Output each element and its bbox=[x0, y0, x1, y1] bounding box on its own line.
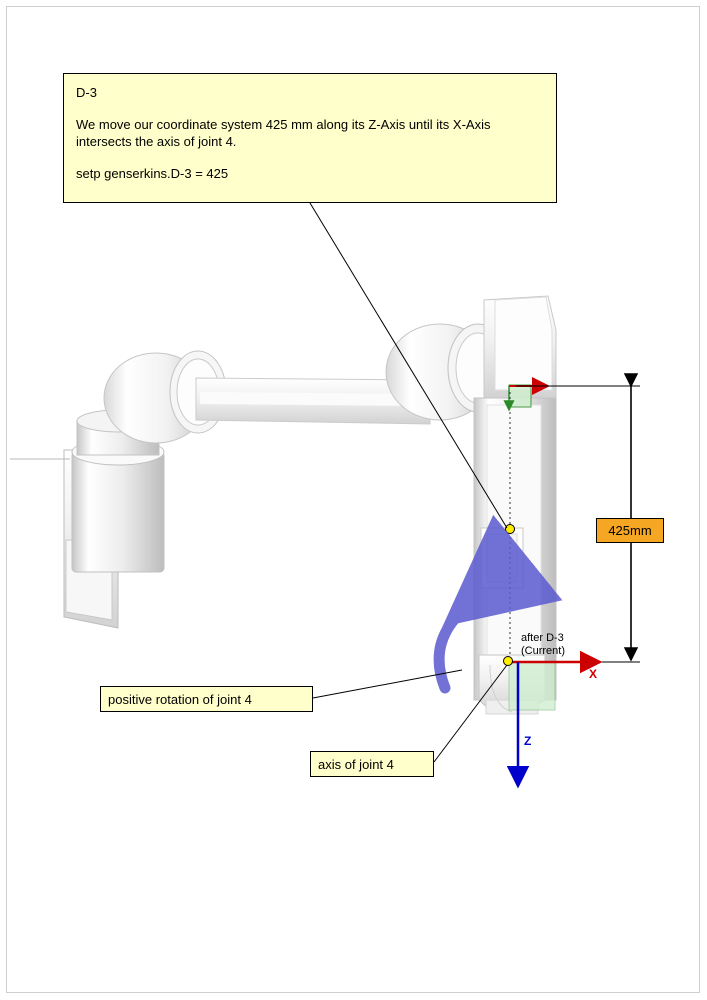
callout-d3-title: D-3 bbox=[76, 85, 97, 100]
callout-axis-of-joint-4: axis of joint 4 bbox=[310, 751, 434, 777]
callout-d3-body: We move our coordinate system 425 mm along its Z-Axis until its X-Axis intersects the axis of joint 4. bbox=[76, 116, 491, 150]
joint-marker-upper bbox=[506, 525, 515, 534]
callout-positive-rotation: positive rotation of joint 4 bbox=[100, 686, 313, 712]
x-axis-label: X bbox=[589, 667, 598, 681]
rotation-arrow bbox=[439, 606, 468, 688]
frame-label-line2: (Current) bbox=[521, 644, 566, 657]
joint-marker-lower bbox=[504, 657, 513, 666]
robot-left-assembly bbox=[10, 351, 430, 628]
callout-d3-command: setp genserkins.D-3 = 425 bbox=[76, 165, 229, 181]
frame-label-line1: after D-3 bbox=[521, 632, 564, 644]
frame-label-after-d3 bbox=[521, 632, 591, 657]
z-axis-label: Z bbox=[524, 734, 532, 748]
callout-d3 bbox=[63, 73, 557, 203]
dimension-label-425mm: 425mm bbox=[596, 518, 664, 543]
